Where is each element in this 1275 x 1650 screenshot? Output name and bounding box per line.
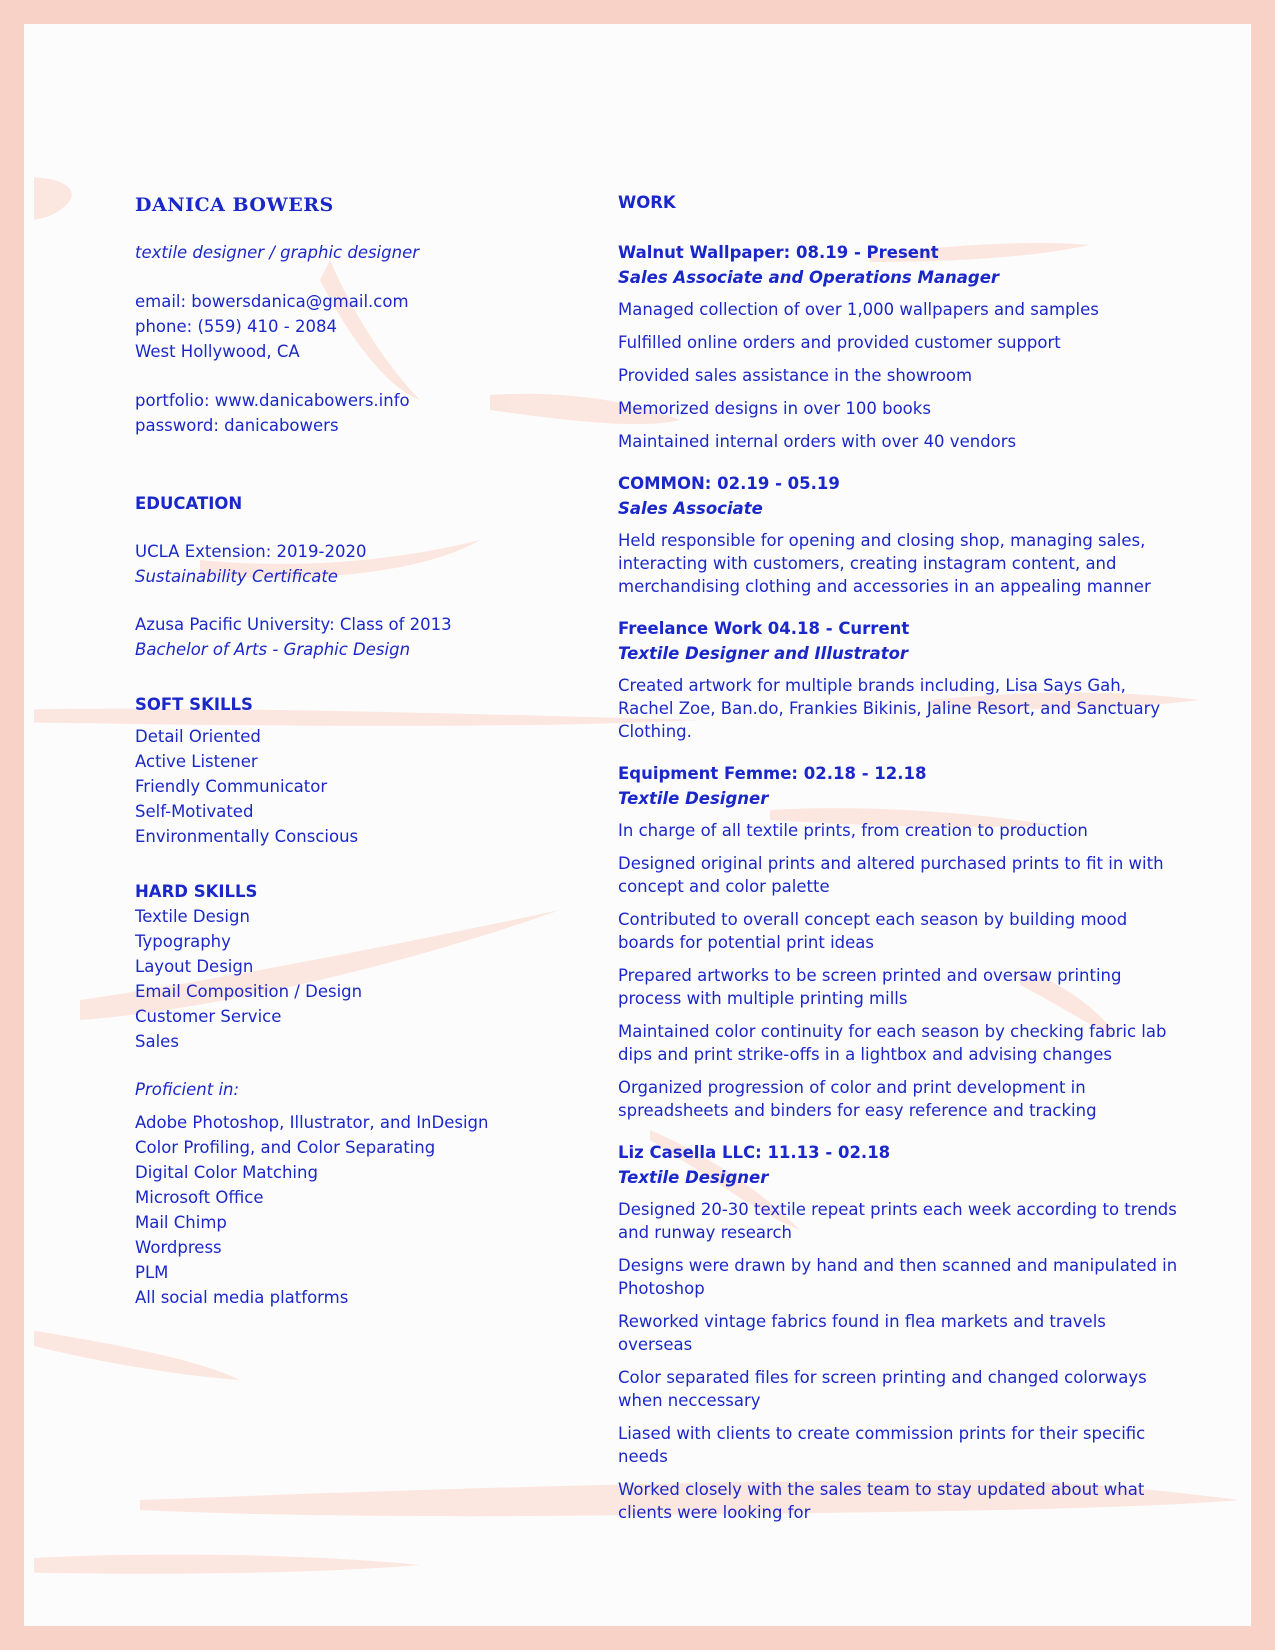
list-item: Worked closely with the sales team to stay updated about what clients were looking for (618, 1480, 1145, 1522)
left-column (135, 190, 555, 1310)
job-role: Textile Designer and Illustrator (618, 644, 909, 663)
education-degree: Sustainability Certificate (135, 567, 338, 586)
job-employer-dates: COMMON: 02.19 - 05.19 (618, 474, 840, 493)
list-item: Typography (135, 932, 231, 951)
proficient-list (135, 1110, 555, 1310)
list-item: Color Profiling, and Color Separating (135, 1138, 436, 1157)
list-item: Managed collection of over 1,000 wallpapers and samples (618, 300, 1099, 319)
list-item: Liased with clients to create commission prints for their specific needs (618, 1424, 1146, 1466)
job-role: Textile Designer (618, 1168, 769, 1187)
list-item: Organized progression of color and print development in spreadsheets and binders for easy reference and tracking (618, 1078, 1097, 1120)
job-title-tagline: textile designer / graphic designer (135, 243, 420, 262)
list-item: Microsoft Office (135, 1188, 264, 1207)
portfolio-password: password: danicabowers (135, 416, 339, 435)
list-item: Friendly Communicator (135, 777, 328, 796)
list-item: Detail Oriented (135, 727, 261, 746)
list-item: Wordpress (135, 1238, 222, 1257)
job-duties-list (618, 674, 1178, 743)
list-item: Active Listener (135, 752, 258, 771)
list-item: Email Composition / Design (135, 982, 363, 1001)
list-item: Fulfilled online orders and provided customer support (618, 333, 1061, 352)
list-item: PLM (135, 1263, 169, 1282)
job-role: Textile Designer (618, 789, 769, 808)
portfolio-link: portfolio: www.danicabowers.info (135, 391, 410, 410)
job-employer-dates: Liz Casella LLC: 11.13 - 02.18 (618, 1143, 891, 1162)
job-role: Sales Associate and Operations Manager (618, 268, 1000, 287)
list-item: Digital Color Matching (135, 1163, 318, 1182)
work-history (618, 240, 1178, 1524)
job-entry (618, 240, 1178, 453)
list-item: Designed 20-30 textile repeat prints each week according to trends and runway research (618, 1200, 1177, 1242)
education-degree: Bachelor of Arts - Graphic Design (135, 640, 411, 659)
job-role: Sales Associate (618, 499, 763, 518)
list-item: Reworked vintage fabrics found in flea markets and travels overseas (618, 1312, 1106, 1354)
list-item: Self-Motivated (135, 802, 254, 821)
job-duties-list (618, 1198, 1178, 1524)
list-item: Sales (135, 1032, 179, 1051)
list-item: Held responsible for opening and closing shop, managing sales, interacting with customers, creating instagram content, and merchandising clothing and accessories in an appealing manner (618, 531, 1151, 596)
list-item: Layout Design (135, 957, 254, 976)
phone: phone: (559) 410 - 2084 (135, 317, 337, 336)
list-item: Environmentally Conscious (135, 827, 359, 846)
job-duties-list (618, 298, 1178, 453)
list-item: Provided sales assistance in the showroom (618, 366, 973, 385)
job-entry (618, 616, 1178, 743)
list-item: Adobe Photoshop, Illustrator, and InDesign (135, 1113, 489, 1132)
list-item: All social media platforms (135, 1288, 349, 1307)
job-entry (618, 761, 1178, 1122)
list-item: Memorized designs in over 100 books (618, 399, 931, 418)
list-item: Customer Service (135, 1007, 282, 1026)
person-name: DANICA BOWERS (135, 194, 334, 216)
list-item: Textile Design (135, 907, 250, 926)
list-item: Color separated files for screen printing and changed colorways when neccessary (618, 1368, 1147, 1410)
list-item: Contributed to overall concept each season by building mood boards for potential print ideas (618, 910, 1128, 952)
list-item: Created artwork for multiple brands including, Lisa Says Gah, Rachel Zoe, Ban.do, Frankies Bikinis, Jaline Resort, and Sanctuary Clothing. (618, 676, 1161, 741)
hard-skills-heading: HARD SKILLS (135, 882, 258, 901)
education-heading: EDUCATION (135, 494, 243, 513)
soft-skills-heading: SOFT SKILLS (135, 695, 253, 714)
location: West Hollywood, CA (135, 342, 300, 361)
list-item: In charge of all textile prints, from creation to production (618, 821, 1088, 840)
list-item: Prepared artworks to be screen printed and oversaw printing process with multiple printing mills (618, 966, 1122, 1008)
list-item: Mail Chimp (135, 1213, 227, 1232)
job-employer-dates: Walnut Wallpaper: 08.19 - Present (618, 243, 939, 262)
education-school: Azusa Pacific University: Class of 2013 (135, 615, 452, 634)
list-item: Designed original prints and altered purchased prints to fit in with concept and color palette (618, 854, 1164, 896)
list-item: Maintained color continuity for each season by checking fabric lab dips and print strike-offs in a lightbox and advising changes (618, 1022, 1167, 1064)
job-entry (618, 471, 1178, 598)
job-employer-dates: Freelance Work 04.18 - Current (618, 619, 910, 638)
proficient-heading: Proficient in: (135, 1080, 240, 1099)
hard-skills-list (135, 904, 555, 1054)
job-duties-list (618, 819, 1178, 1122)
right-column (618, 190, 1178, 1542)
list-item: Designs were drawn by hand and then scanned and manipulated in Photoshop (618, 1256, 1178, 1298)
soft-skills-list (135, 724, 555, 849)
work-heading: WORK (618, 193, 676, 212)
email: email: bowersdanica@gmail.com (135, 292, 409, 311)
list-item: Maintained internal orders with over 40 vendors (618, 432, 1017, 451)
job-entry (618, 1140, 1178, 1524)
education-school: UCLA Extension: 2019-2020 (135, 542, 367, 561)
job-employer-dates: Equipment Femme: 02.18 - 12.18 (618, 764, 927, 783)
job-duties-list (618, 529, 1178, 598)
